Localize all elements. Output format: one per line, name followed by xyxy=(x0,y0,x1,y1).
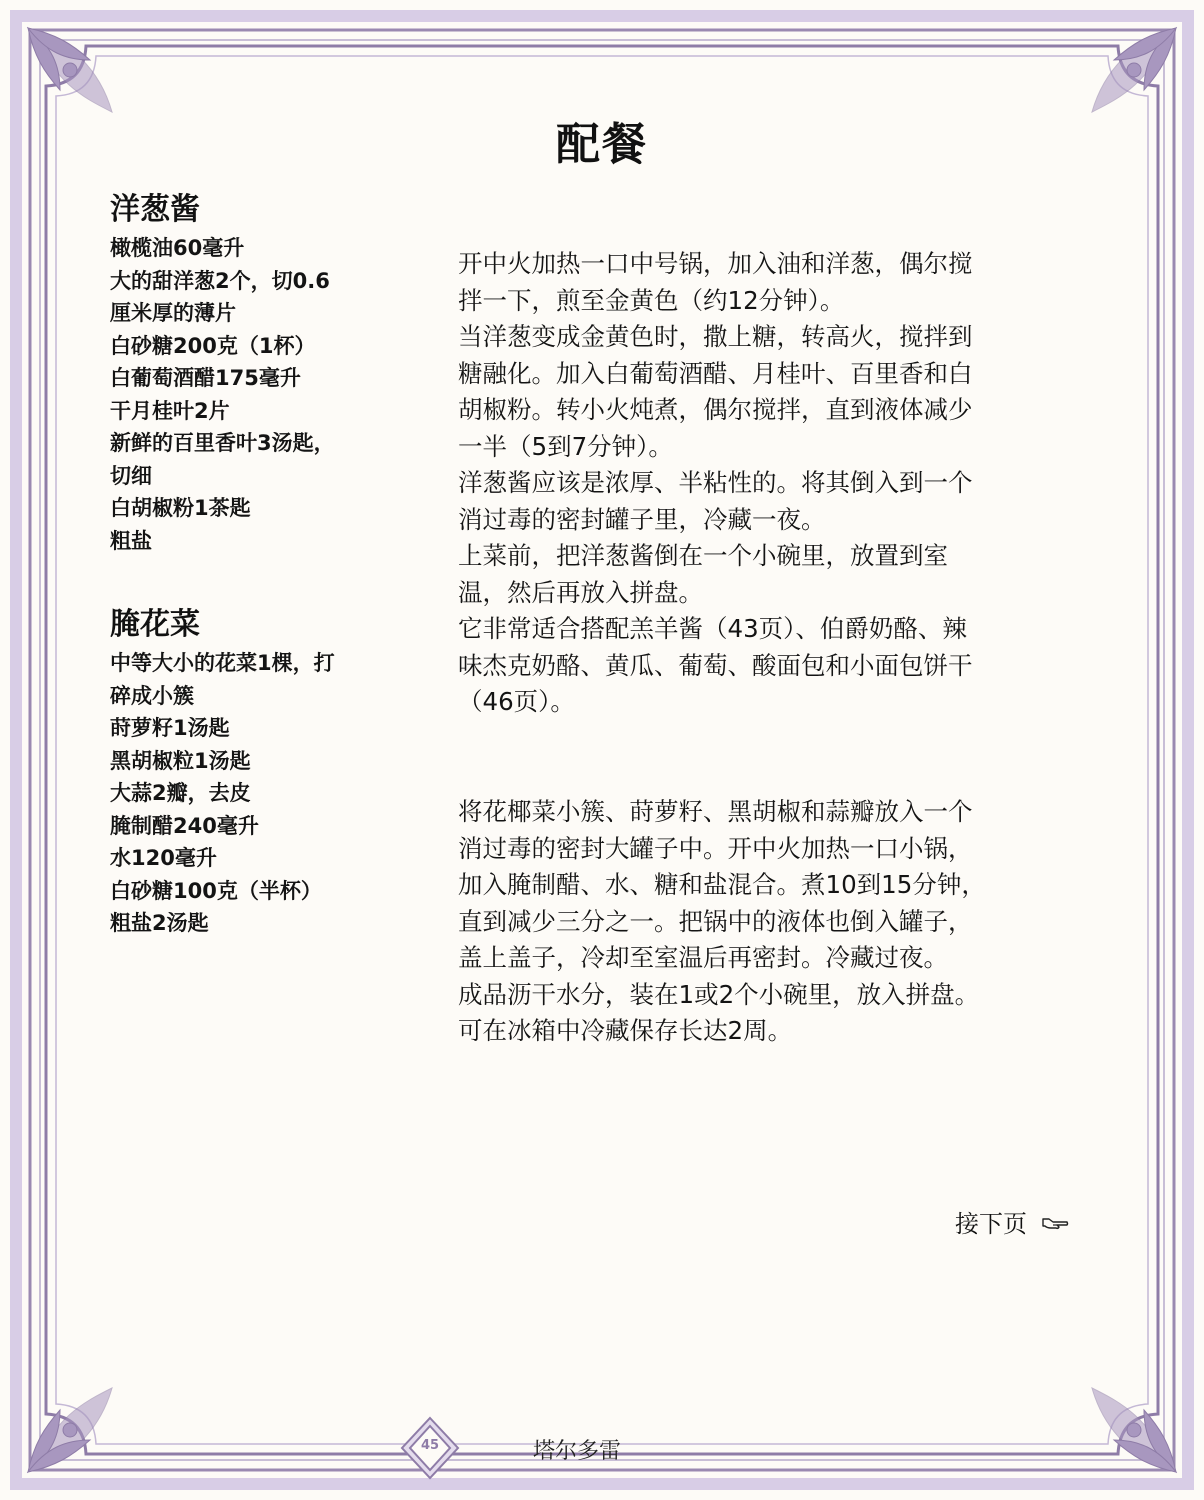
ingredient-line: 碎成小簇 xyxy=(110,683,194,708)
ingredients-column xyxy=(110,190,410,940)
onion-jam-method xyxy=(458,246,1068,721)
method-line: 可在冰箱中冷藏保存长达2周。 xyxy=(458,1016,793,1045)
ingredient-line: 白砂糖100克（半杯） xyxy=(110,878,322,903)
method-line: 成品沥干水分，装在1或2个小碗里，放入拼盘。 xyxy=(458,979,980,1009)
method-line: 消过毒的密封大罐子中。开中火加热一口小锅， xyxy=(458,833,973,863)
method-line: 当洋葱变成金黄色时，撒上糖，转高火，搅拌到 xyxy=(458,322,973,351)
method-line: 盖上盖子，冷却至室温后再密封。冷藏过夜。 xyxy=(458,943,948,972)
pointing-hand-icon xyxy=(1041,1215,1069,1233)
method-line: （46页）。 xyxy=(458,687,575,716)
ingredient-line: 白胡椒粉1茶匙 xyxy=(110,496,251,520)
method-line: 它非常适合搭配羔羊酱（43页）、伯爵奶酪、辣 xyxy=(458,614,967,643)
ingredient-line: 腌制醋240毫升 xyxy=(110,813,259,838)
ingredient-line: 中等大小的花菜1棵，打 xyxy=(110,651,335,675)
ingredient-line: 粗盐2汤匙 xyxy=(110,911,209,935)
ingredient-line: 莳萝籽1汤匙 xyxy=(110,716,230,740)
method-line: 直到减少三分之一。把锅中的液体也倒入罐子， xyxy=(458,906,973,936)
onion-jam-title: 洋葱酱 xyxy=(110,192,200,227)
method-line: 一半（5到7分钟）。 xyxy=(458,431,673,461)
onion-jam-ingredients xyxy=(110,232,410,557)
method-line: 味杰克奶酪、黄瓜、葡萄、酸面包和小面包饼干 xyxy=(458,650,973,680)
ingredient-line: 粗盐 xyxy=(110,528,152,553)
pickled-cauliflower-title: 腌花菜 xyxy=(110,607,200,642)
method-line: 加入腌制醋、水、糖和盐混合。煮10到15分钟， xyxy=(458,870,986,899)
pickled-cauliflower-method xyxy=(458,794,1068,1050)
ingredient-line: 黑胡椒粒1汤匙 xyxy=(110,748,251,773)
method-line: 洋葱酱应该是浓厚、半粘性的。将其倒入到一个 xyxy=(458,468,973,497)
page-title: 配餐 xyxy=(556,119,648,170)
next-page-link[interactable] xyxy=(955,1206,1069,1242)
ingredient-line: 大的甜洋葱2个，切0.6 xyxy=(110,268,330,293)
method-line: 胡椒粉。转小火炖煮，偶尔搅拌，直到液体减少 xyxy=(458,395,973,424)
ingredient-line: 水120毫升 xyxy=(110,846,217,870)
ingredient-line: 切细 xyxy=(110,463,152,488)
ingredient-line: 橄榄油60毫升 xyxy=(110,236,245,260)
ingredient-line: 新鲜的百里香叶3汤匙， xyxy=(110,431,335,455)
next-page-label: 接下页 xyxy=(955,1210,1027,1238)
method-line: 温，然后再放入拼盘。 xyxy=(458,577,703,607)
ingredient-line: 干月桂叶2片 xyxy=(110,398,230,423)
pickled-cauliflower-ingredients xyxy=(110,647,410,940)
ingredient-line: 大蒜2瓣，去皮 xyxy=(110,781,251,805)
method-line: 上菜前，把洋葱酱倒在一个小碗里，放置到室 xyxy=(458,541,948,570)
page-number: 45 xyxy=(420,1438,440,1453)
running-footer-title: 塔尔多雷 xyxy=(533,1439,622,1464)
method-line: 拌一下，煎至金黄色（约12分钟）。 xyxy=(458,285,845,315)
method-line: 糖融化。加入白葡萄酒醋、月桂叶、百里香和白 xyxy=(458,358,973,388)
method-line: 将花椰菜小簇、莳萝籽、黑胡椒和蒜瓣放入一个 xyxy=(458,797,973,826)
ingredient-line: 白砂糖200克（1杯） xyxy=(110,333,316,358)
ingredient-line: 白葡萄酒醋175毫升 xyxy=(110,366,301,390)
method-line: 消过毒的密封罐子里，冷藏一夜。 xyxy=(458,504,826,534)
method-line: 开中火加热一口中号锅，加入油和洋葱，偶尔搅 xyxy=(458,249,973,278)
ingredient-line: 厘米厚的薄片 xyxy=(110,301,236,325)
